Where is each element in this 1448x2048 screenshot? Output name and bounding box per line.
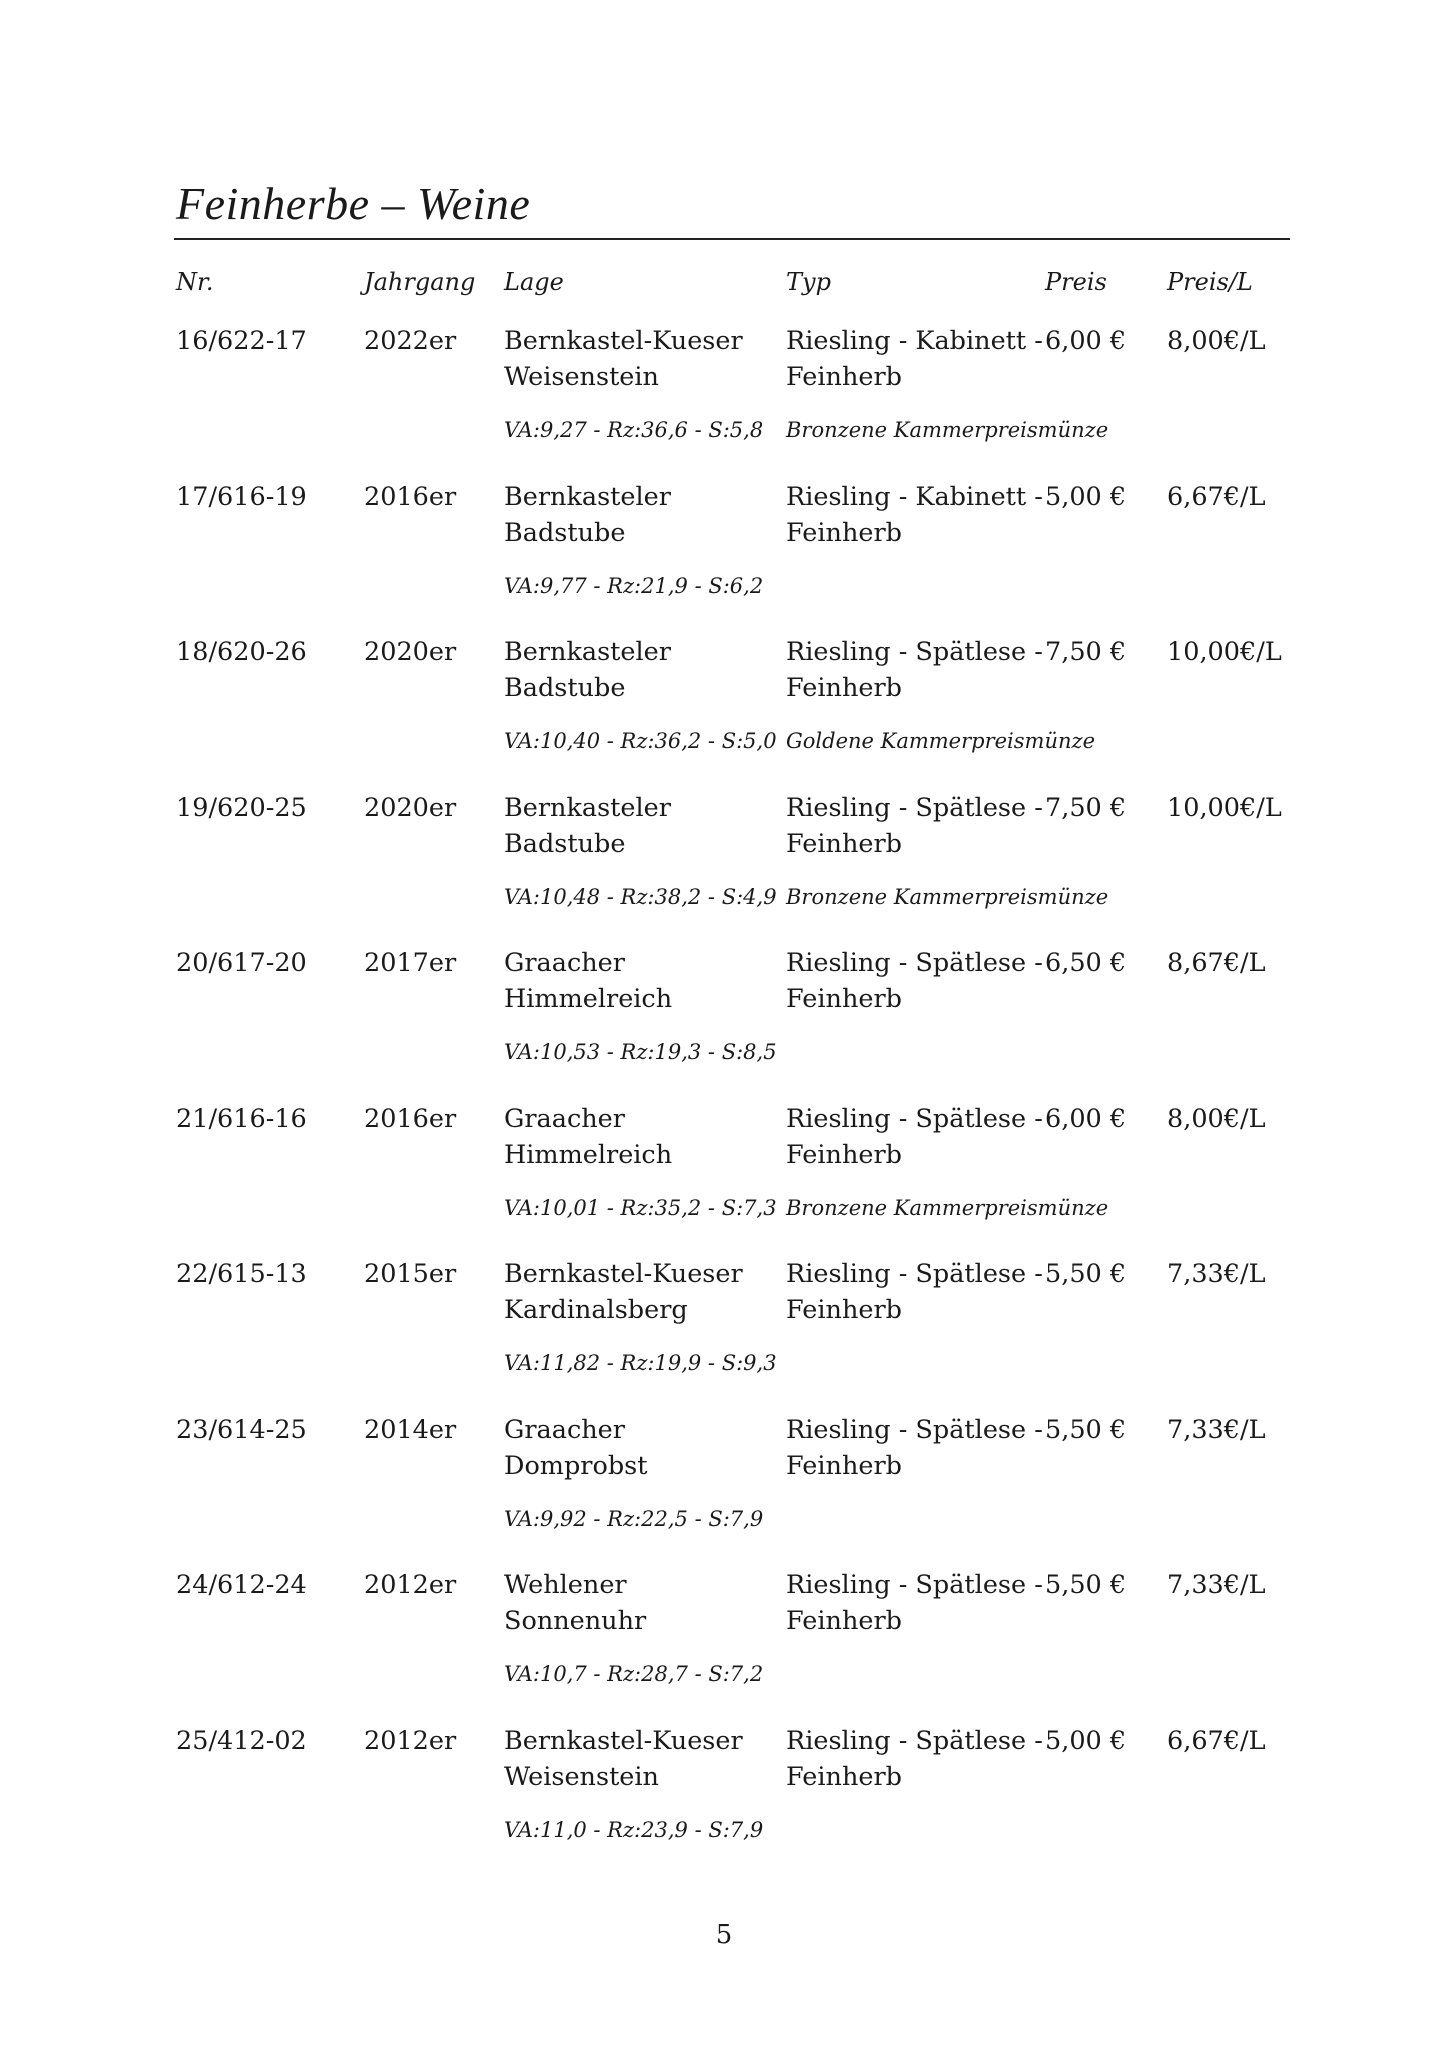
wine-number: 17/616-19: [176, 482, 307, 512]
wine-price-per-liter: 10,00€/L: [1167, 793, 1282, 823]
wine-price-per-liter: 8,00€/L: [1167, 326, 1266, 356]
wine-type-line: Riesling - Spätlese -: [786, 1415, 1043, 1445]
wine-site-line: Domprobst: [504, 1451, 648, 1481]
wine-type-line: Riesling - Spätlese -: [786, 1259, 1043, 1289]
wine-site-line: Graacher: [504, 1104, 625, 1134]
wine-award: Goldene Kammerpreismünze: [786, 729, 1095, 753]
wine-vintage: 2016er: [364, 482, 457, 512]
wine-price: 5,50 €: [1045, 1259, 1127, 1289]
wine-number: 22/615-13: [176, 1259, 307, 1289]
wine-price: 6,00 €: [1045, 1104, 1127, 1134]
wine-type-line: Feinherb: [786, 1295, 902, 1325]
wine-site-line: Bernkasteler: [504, 637, 671, 667]
wine-price-per-liter: 8,00€/L: [1167, 1104, 1266, 1134]
wine-vintage: 2012er: [364, 1726, 457, 1756]
wine-site-line: Badstube: [504, 673, 626, 703]
wine-vintage: 2020er: [364, 793, 457, 823]
wine-price-per-liter: 6,67€/L: [1167, 482, 1266, 512]
wine-type-line: Riesling - Kabinett -: [786, 482, 1043, 512]
wine-price-per-liter: 10,00€/L: [1167, 637, 1282, 667]
column-header-jahrgang: Jahrgang: [364, 268, 476, 296]
wine-site-line: Kardinalsberg: [504, 1295, 688, 1325]
wine-site-line: Badstube: [504, 829, 626, 859]
wine-type-line: Feinherb: [786, 1451, 902, 1481]
wine-type-line: Feinherb: [786, 829, 902, 859]
column-header-preis-l: Preis/L: [1167, 268, 1253, 296]
wine-type-line: Riesling - Spätlese -: [786, 793, 1043, 823]
wine-site-line: Himmelreich: [504, 984, 673, 1014]
wine-number: 24/612-24: [176, 1570, 307, 1600]
wine-award: Bronzene Kammerpreismünze: [786, 1196, 1109, 1220]
wine-price-per-liter: 6,67€/L: [1167, 1726, 1266, 1756]
wine-analysis: VA:9,92 - Rz:22,5 - S:7,9: [504, 1507, 764, 1531]
wine-vintage: 2012er: [364, 1570, 457, 1600]
page-number: 5: [715, 1920, 733, 1950]
wine-vintage: 2022er: [364, 326, 457, 356]
wine-vintage: 2017er: [364, 948, 457, 978]
wine-type-line: Feinherb: [786, 1762, 902, 1792]
wine-site-line: Badstube: [504, 518, 626, 548]
wine-analysis: VA:10,48 - Rz:38,2 - S:4,9: [504, 885, 777, 909]
wine-number: 25/412-02: [176, 1726, 307, 1756]
column-header-lage: Lage: [504, 268, 564, 296]
wine-analysis: VA:10,53 - Rz:19,3 - S:8,5: [504, 1040, 777, 1064]
wine-type-line: Riesling - Spätlese -: [786, 1570, 1043, 1600]
wine-price-per-liter: 7,33€/L: [1167, 1570, 1266, 1600]
wine-award: Bronzene Kammerpreismünze: [786, 418, 1109, 442]
wine-site-line: Weisenstein: [504, 362, 659, 392]
title-underline: [174, 238, 1290, 240]
wine-price: 5,50 €: [1045, 1570, 1127, 1600]
wine-analysis: VA:10,01 - Rz:35,2 - S:7,3: [504, 1196, 777, 1220]
wine-type-line: Riesling - Spätlese -: [786, 948, 1043, 978]
wine-type-line: Riesling - Spätlese -: [786, 1104, 1043, 1134]
wine-analysis: VA:10,40 - Rz:36,2 - S:5,0: [504, 729, 777, 753]
wine-site-line: Wehlener: [504, 1570, 627, 1600]
wine-analysis: VA:9,27 - Rz:36,6 - S:5,8: [504, 418, 764, 442]
wine-price-per-liter: 8,67€/L: [1167, 948, 1266, 978]
wine-analysis: VA:10,7 - Rz:28,7 - S:7,2: [504, 1662, 764, 1686]
page-title: Feinherbe – Weine: [176, 178, 531, 229]
wine-site-line: Graacher: [504, 1415, 625, 1445]
wine-type-line: Feinherb: [786, 673, 902, 703]
wine-vintage: 2015er: [364, 1259, 457, 1289]
column-header-preis: Preis: [1045, 268, 1107, 296]
wine-price-per-liter: 7,33€/L: [1167, 1259, 1266, 1289]
wine-type-line: Feinherb: [786, 362, 902, 392]
wine-number: 21/616-16: [176, 1104, 307, 1134]
wine-price: 5,00 €: [1045, 482, 1127, 512]
wine-site-line: Sonnenuhr: [504, 1606, 647, 1636]
wine-site-line: Graacher: [504, 948, 625, 978]
wine-price: 7,50 €: [1045, 637, 1127, 667]
wine-vintage: 2020er: [364, 637, 457, 667]
wine-site-line: Bernkasteler: [504, 482, 671, 512]
wine-type-line: Riesling - Spätlese -: [786, 1726, 1043, 1756]
wine-price-per-liter: 7,33€/L: [1167, 1415, 1266, 1445]
wine-number: 18/620-26: [176, 637, 307, 667]
wine-analysis: VA:11,0 - Rz:23,9 - S:7,9: [504, 1818, 764, 1842]
wine-type-line: Feinherb: [786, 518, 902, 548]
wine-analysis: VA:11,82 - Rz:19,9 - S:9,3: [504, 1351, 777, 1375]
column-header-typ: Typ: [786, 268, 831, 296]
wine-number: 16/622-17: [176, 326, 307, 356]
wine-type-line: Feinherb: [786, 1140, 902, 1170]
wine-number: 19/620-25: [176, 793, 307, 823]
wine-award: Bronzene Kammerpreismünze: [786, 885, 1109, 909]
wine-analysis: VA:9,77 - Rz:21,9 - S:6,2: [504, 574, 764, 598]
wine-site-line: Bernkastel-Kueser: [504, 1259, 743, 1289]
wine-type-line: Riesling - Kabinett -: [786, 326, 1043, 356]
wine-number: 20/617-20: [176, 948, 307, 978]
wine-number: 23/614-25: [176, 1415, 307, 1445]
wine-site-line: Weisenstein: [504, 1762, 659, 1792]
wine-site-line: Bernkastel-Kueser: [504, 1726, 743, 1756]
wine-type-line: Feinherb: [786, 1606, 902, 1636]
wine-type-line: Riesling - Spätlese -: [786, 637, 1043, 667]
wine-site-line: Bernkastel-Kueser: [504, 326, 743, 356]
wine-price: 5,50 €: [1045, 1415, 1127, 1445]
wine-price: 6,00 €: [1045, 326, 1127, 356]
wine-type-line: Feinherb: [786, 984, 902, 1014]
wine-vintage: 2014er: [364, 1415, 457, 1445]
wine-vintage: 2016er: [364, 1104, 457, 1134]
wine-price: 5,00 €: [1045, 1726, 1127, 1756]
wine-price: 7,50 €: [1045, 793, 1127, 823]
wine-price: 6,50 €: [1045, 948, 1127, 978]
column-header-nr: Nr.: [176, 268, 214, 296]
wine-site-line: Bernkasteler: [504, 793, 671, 823]
wine-site-line: Himmelreich: [504, 1140, 673, 1170]
